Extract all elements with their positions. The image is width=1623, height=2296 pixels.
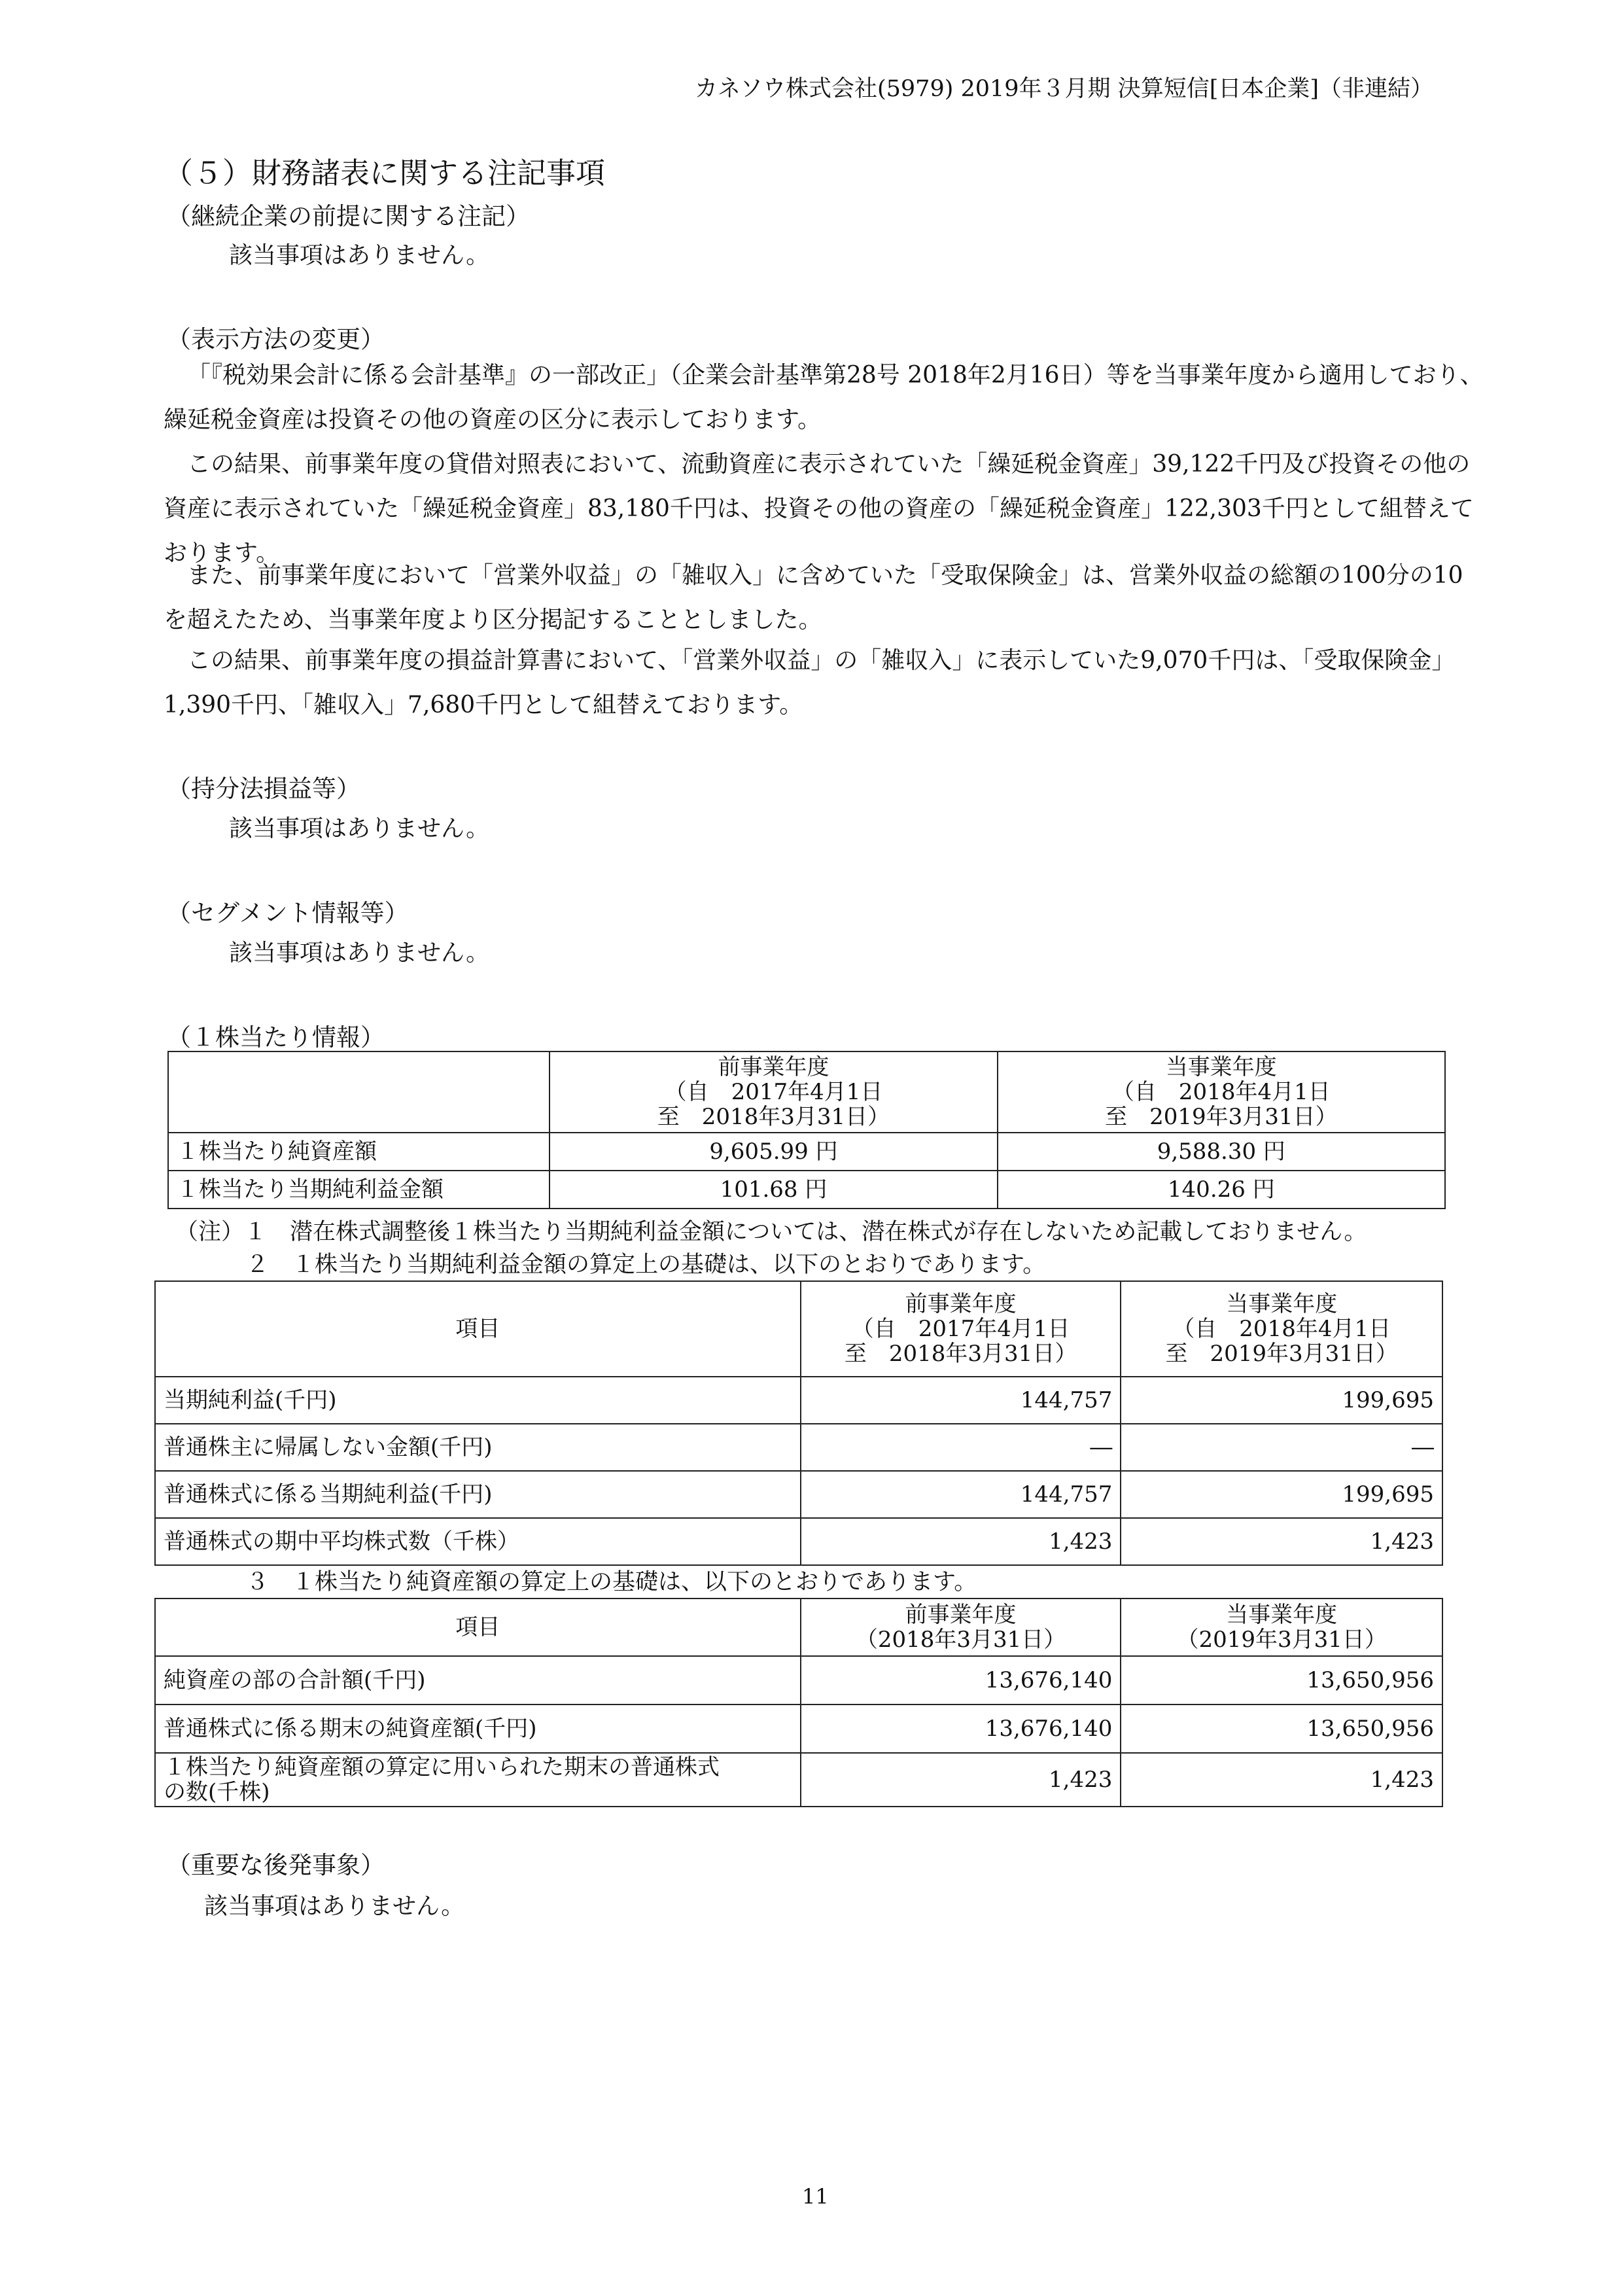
presentation-change-p2: この結果、前事業年度の貸借対照表において、流動資産に表示されていた「繰延税金資産」39,122千円及び投資その他の資産に表示されていた「繰延税金資産」83,180千円は、投資その他の資産の「繰延税金資産」122,303千円として組替えております。 (164, 451, 1474, 567)
row-label: 当期純利益(千円) (155, 1377, 801, 1424)
table-row (155, 1656, 1442, 1704)
prev-value: 144,757 (801, 1471, 1121, 1518)
curr-value: 140.26 円 (998, 1171, 1445, 1209)
equity-method-text: 該当事項はありません。 (229, 815, 490, 842)
page-number: 11 (802, 2184, 829, 2209)
prev-period-from: （自 2017年4月1日 (664, 1079, 883, 1105)
prev-value: 9,605.99 円 (550, 1133, 997, 1171)
note-3: ３ １株当たり純資産額の算定上の基礎は、以下のとおりであります。 (246, 1569, 977, 1595)
prev-value: 13,676,140 (801, 1656, 1121, 1704)
going-concern-heading: （継続企業の前提に関する注記） (167, 202, 530, 230)
net-assets-basis-table (154, 1598, 1443, 1807)
row-label-line2: の数(千株) (164, 1779, 270, 1805)
curr-period-label: 当事業年度 (1226, 1291, 1338, 1317)
row-label: 普通株式の期中平均株式数（千株） (155, 1518, 801, 1565)
row-label: １株当たり純資産額 (168, 1133, 550, 1171)
presentation-change-p4: この結果、前事業年度の損益計算書において、「営業外収益」の「雑収入」に表示していた9,070千円は、「受取保険金」1,390千円、「雑収入」7,680千円として組替えております。 (164, 647, 1456, 718)
presentation-change-heading: （表示方法の変更） (167, 325, 385, 353)
per-share-table (167, 1051, 1446, 1209)
prev-period-label: 前事業年度 (718, 1054, 829, 1080)
curr-period-label: 当事業年度 (1165, 1054, 1277, 1080)
curr-period-header (1121, 1598, 1442, 1656)
prev-value: 13,676,140 (801, 1704, 1121, 1753)
table-row (168, 1171, 1445, 1209)
curr-period-date: （2019年3月31日） (1176, 1627, 1387, 1653)
note-2: ２ １株当たり当期純利益金額の算定上の基礎は、以下のとおりであります。 (246, 1252, 1046, 1278)
table-row (155, 1753, 1442, 1807)
row-label (155, 1753, 801, 1807)
prev-value: 101.68 円 (550, 1171, 997, 1209)
segment-text: 該当事項はありません。 (229, 940, 490, 966)
note-1: （注）１ 潜在株式調整後１株当たり当期純利益金額については、潜在株式が存在しないため記載しておりません。 (175, 1219, 1367, 1245)
equity-method-heading: （持分法損益等） (167, 775, 360, 803)
row-label: 普通株式に係る当期純利益(千円) (155, 1471, 801, 1518)
prev-period-header (801, 1598, 1121, 1656)
item-header: 項目 (155, 1598, 801, 1656)
curr-period-to: 至 2019年3月31日） (1165, 1341, 1398, 1367)
prev-period-label: 前事業年度 (905, 1602, 1017, 1628)
curr-value: 9,588.30 円 (998, 1133, 1445, 1171)
prev-value: 1,423 (801, 1518, 1121, 1565)
row-label: 純資産の部の合計額(千円) (155, 1656, 801, 1704)
subsequent-events-heading: （重要な後発事象） (167, 1851, 385, 1879)
curr-value: 13,650,956 (1121, 1704, 1442, 1753)
row-label-line1: １株当たり純資産額の算定に用いられた期末の普通株式 (164, 1754, 720, 1780)
section-title: （５）財務諸表に関する注記事項 (164, 156, 606, 190)
net-income-basis-table (154, 1280, 1443, 1566)
curr-period-from: （自 2018年4月1日 (1172, 1316, 1391, 1342)
going-concern-text: 該当事項はありません。 (229, 242, 490, 269)
curr-value: 13,650,956 (1121, 1656, 1442, 1704)
row-label: 普通株主に帰属しない金額(千円) (155, 1424, 801, 1471)
prev-period-label: 前事業年度 (905, 1291, 1017, 1317)
curr-value: 1,423 (1121, 1518, 1442, 1565)
prev-period-date: （2018年3月31日） (855, 1627, 1066, 1653)
curr-value: 199,695 (1121, 1471, 1442, 1518)
curr-value: 199,695 (1121, 1377, 1442, 1424)
curr-value: ― (1121, 1424, 1442, 1471)
curr-period-from: （自 2018年4月1日 (1111, 1079, 1331, 1105)
per-share-header-row (168, 1051, 1445, 1133)
table-row (168, 1133, 1445, 1171)
curr-period-header (998, 1051, 1445, 1133)
prev-period-from: （自 2017年4月1日 (851, 1316, 1070, 1342)
page-header: カネソウ株式会社(5979) 2019年３月期 決算短信[日本企業]（非連結） (695, 76, 1433, 102)
prev-period-header (801, 1281, 1121, 1377)
subsequent-events-text: 該当事項はありません。 (204, 1893, 465, 1920)
presentation-change-p3: また、前事業年度において「営業外収益」の「雑収入」に含めていた「受取保険金」は、営業外収益の総額の100分の10を超えたため、当事業年度より区分掲記することとしました。 (164, 562, 1463, 633)
prev-period-to: 至 2018年3月31日） (844, 1341, 1077, 1367)
prev-value: 1,423 (801, 1753, 1121, 1807)
curr-period-label: 当事業年度 (1226, 1602, 1338, 1628)
table-row (155, 1377, 1442, 1424)
per-share-heading: （１株当たり情報） (167, 1023, 385, 1051)
prev-period-to: 至 2018年3月31日） (657, 1104, 890, 1130)
presentation-change-p1: 「『税効果会計に係る会計基準』の一部改正」（企業会計基準第28号 2018年2月16日）等を当事業年度から適用しており、繰延税金資産は投資その他の資産の区分に表示しております。 (164, 362, 1484, 433)
prev-value: ― (801, 1424, 1121, 1471)
segment-heading: （セグメント情報等） (167, 899, 409, 927)
curr-value: 1,423 (1121, 1753, 1442, 1807)
table-row (155, 1424, 1442, 1471)
prev-period-header (550, 1051, 997, 1133)
table-row (155, 1518, 1442, 1565)
row-label: １株当たり当期純利益金額 (168, 1171, 550, 1209)
prev-value: 144,757 (801, 1377, 1121, 1424)
curr-period-to: 至 2019年3月31日） (1105, 1104, 1338, 1130)
empty-header-cell (168, 1051, 550, 1133)
item-header: 項目 (155, 1281, 801, 1377)
row-label: 普通株式に係る期末の純資産額(千円) (155, 1704, 801, 1753)
table-header-row (155, 1281, 1442, 1377)
table-header-row (155, 1598, 1442, 1656)
table-row (155, 1704, 1442, 1753)
table-row (155, 1471, 1442, 1518)
curr-period-header (1121, 1281, 1442, 1377)
